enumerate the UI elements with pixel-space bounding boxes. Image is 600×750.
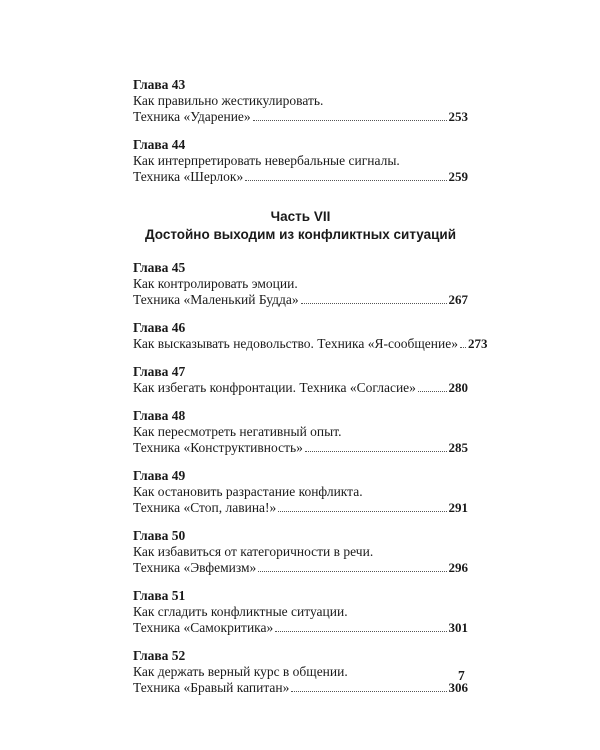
chapter-number: Глава 48 bbox=[133, 408, 186, 423]
chapter-title-text: Как пересмотреть негативный опыт. bbox=[133, 424, 342, 439]
chapter-title-line bbox=[133, 484, 468, 500]
toc-entry bbox=[133, 260, 468, 308]
chapter-number: Глава 43 bbox=[133, 77, 186, 92]
dot-leader bbox=[253, 120, 447, 121]
toc-entry bbox=[133, 648, 468, 696]
page-reference: 267 bbox=[448, 292, 468, 307]
chapter-title-text: Как правильно жестикулировать. bbox=[133, 93, 324, 108]
technique-text: Техника «Маленький Будда» bbox=[133, 292, 299, 307]
page-reference: 285 bbox=[448, 440, 468, 455]
technique-text: Техника «Конструктивность» bbox=[133, 440, 303, 455]
chapter-technique-line bbox=[133, 109, 468, 125]
page-reference: 296 bbox=[448, 560, 468, 575]
chapter-title-text: Как интерпретировать невербальные сигналы. bbox=[133, 153, 400, 168]
technique-text: Как избегать конфронтации. Техника «Согласие» bbox=[133, 380, 416, 395]
technique-text: Техника «Ударение» bbox=[133, 109, 251, 124]
chapter-technique-line bbox=[133, 292, 468, 308]
technique-text: Техника «Самокритика» bbox=[133, 620, 274, 635]
page-reference: 306 bbox=[448, 680, 468, 695]
chapter-title-line bbox=[133, 93, 468, 109]
chapter-title-line bbox=[133, 544, 468, 560]
page-reference: 253 bbox=[448, 109, 468, 124]
chapter-number: Глава 46 bbox=[133, 320, 186, 335]
chapters-before-part bbox=[133, 77, 468, 185]
part-heading bbox=[133, 208, 468, 244]
chapter-title-line bbox=[133, 276, 468, 292]
chapter-technique-line bbox=[133, 680, 468, 696]
technique-text: Техника «Шерлок» bbox=[133, 169, 244, 184]
technique-text: Как высказывать недовольство. Техника «Я-сообщение» bbox=[133, 336, 458, 351]
dot-leader bbox=[460, 347, 466, 348]
technique-text: Техника «Бравый капитан» bbox=[133, 680, 290, 695]
toc-entry bbox=[133, 77, 468, 125]
chapter-title-text: Как избавиться от категоричности в речи. bbox=[133, 544, 374, 559]
chapter-number: Глава 44 bbox=[133, 137, 186, 152]
dot-leader bbox=[291, 691, 446, 692]
dot-leader bbox=[278, 511, 446, 512]
technique-text: Техника «Стоп, лавина!» bbox=[133, 500, 277, 515]
table-of-contents bbox=[133, 77, 488, 696]
chapter-technique-line bbox=[133, 380, 468, 396]
part-title: Достойно выходим из конфликтных ситуаций bbox=[144, 227, 457, 242]
toc-entry bbox=[133, 320, 488, 352]
chapter-title-line bbox=[133, 424, 468, 440]
dot-leader bbox=[258, 571, 446, 572]
chapter-number: Глава 45 bbox=[133, 260, 186, 275]
chapter-technique-line bbox=[133, 500, 468, 516]
chapter-number: Глава 49 bbox=[133, 468, 186, 483]
page-reference: 291 bbox=[448, 500, 468, 515]
chapter-technique-line bbox=[133, 620, 468, 636]
dot-leader bbox=[245, 180, 446, 181]
toc-entry bbox=[133, 588, 468, 636]
dot-leader bbox=[275, 631, 446, 632]
page-reference: 280 bbox=[448, 380, 468, 395]
chapter-title-text: Как держать верный курс в общении. bbox=[133, 664, 348, 679]
toc-entry bbox=[133, 137, 468, 185]
page-number: 7 bbox=[458, 668, 465, 683]
page-reference: 273 bbox=[467, 336, 488, 351]
chapter-number: Глава 52 bbox=[133, 648, 186, 663]
chapter-number: Глава 51 bbox=[133, 588, 186, 603]
dot-leader bbox=[418, 391, 447, 392]
chapter-number: Глава 50 bbox=[133, 528, 186, 543]
toc-entry bbox=[133, 468, 468, 516]
dot-leader bbox=[301, 303, 447, 304]
toc-entry bbox=[133, 408, 468, 456]
chapter-technique-line bbox=[133, 440, 468, 456]
chapters-after-part bbox=[133, 260, 488, 696]
dot-leader bbox=[305, 451, 447, 452]
toc-entry bbox=[133, 528, 468, 576]
chapter-title-line bbox=[133, 604, 468, 620]
technique-text: Техника «Эвфемизм» bbox=[133, 560, 257, 575]
chapter-number: Глава 47 bbox=[133, 364, 186, 379]
toc-entry bbox=[133, 364, 468, 396]
chapter-title-text: Как сгладить конфликтные ситуации. bbox=[133, 604, 348, 619]
chapter-title-line bbox=[133, 664, 468, 680]
chapter-title-text: Как остановить разрастание конфликта. bbox=[133, 484, 363, 499]
chapter-title-line bbox=[133, 153, 468, 169]
chapter-title-text: Как контролировать эмоции. bbox=[133, 276, 298, 291]
part-number: Часть VII bbox=[270, 209, 331, 224]
chapter-technique-line bbox=[133, 169, 468, 185]
page-reference: 301 bbox=[448, 620, 468, 635]
page-reference: 259 bbox=[448, 169, 468, 184]
chapter-technique-line bbox=[133, 560, 468, 576]
chapter-technique-line bbox=[133, 336, 488, 352]
